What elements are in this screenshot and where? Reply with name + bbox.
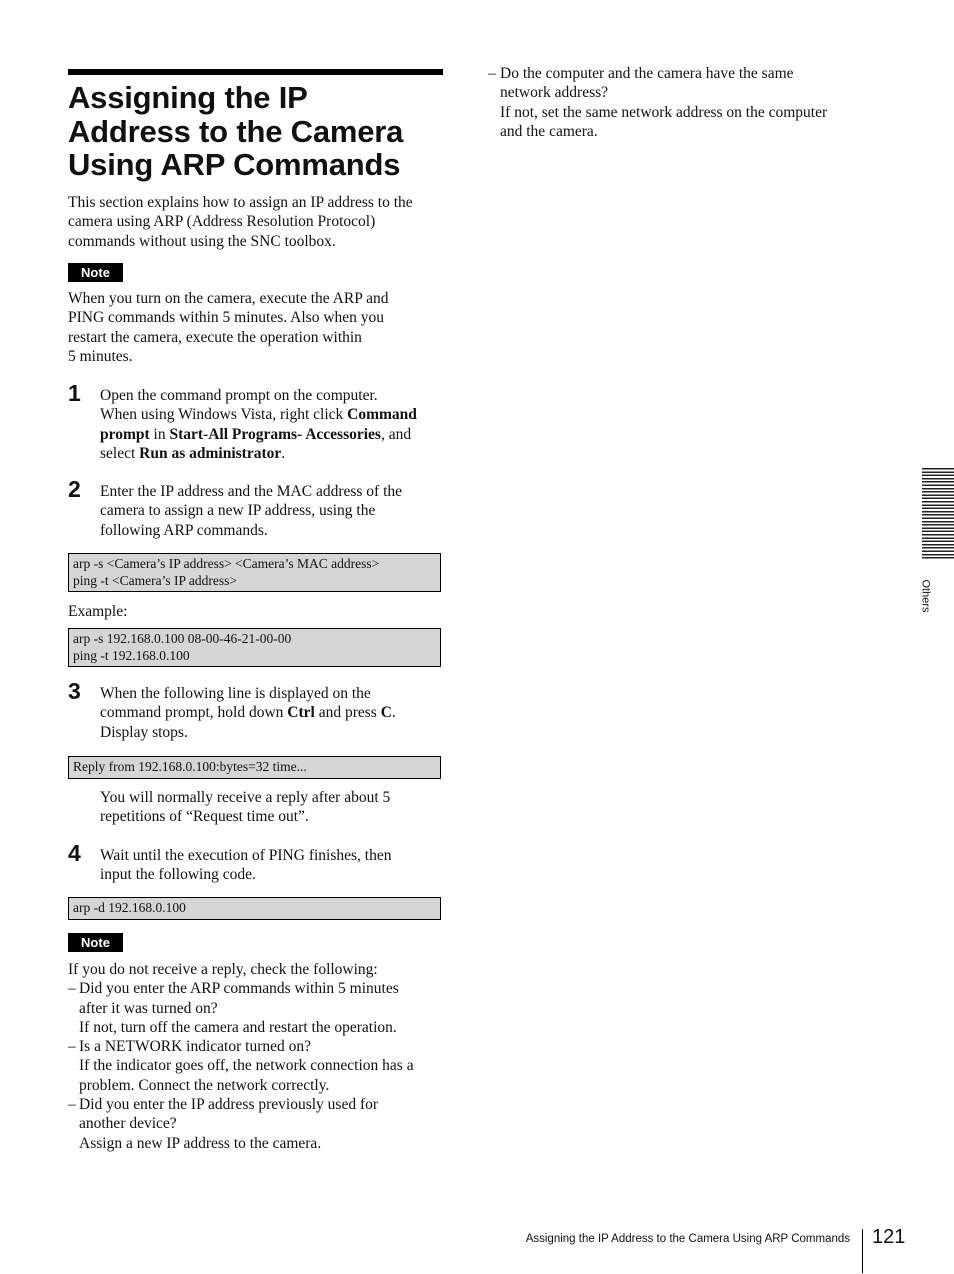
- code-block: [68, 553, 441, 592]
- code-block: [68, 756, 441, 779]
- dash-bullet: –: [68, 1038, 76, 1056]
- bold-text: Command: [347, 406, 417, 424]
- item-line: and the camera.: [500, 122, 598, 140]
- text: command prompt, hold down: [100, 704, 288, 722]
- item-line: network address?: [500, 84, 609, 102]
- code-line: ping -t 192.168.0.100: [73, 647, 190, 663]
- step-number: 3: [68, 678, 81, 704]
- item-line: If not, set the same network address on the computer: [500, 103, 828, 121]
- note-line: 5 minutes.: [68, 347, 133, 365]
- bold-text: Run as administrator: [139, 444, 282, 462]
- step-line: When the following line is displayed on the: [100, 685, 371, 702]
- title-line: Assigning the IP: [68, 80, 308, 115]
- item-line: Do the computer and the camera have the same: [500, 65, 794, 82]
- running-footer-title: Assigning the IP Address to the Camera Using ARP Commands: [525, 1233, 850, 1245]
- reply-paragraph: [100, 788, 390, 827]
- step-line: camera to assign a new IP address, using the: [100, 502, 376, 520]
- code-block: [68, 897, 441, 920]
- note-line: restart the camera, execute the operation within: [68, 328, 362, 346]
- step-3-text: [100, 684, 396, 742]
- item-line: Did you enter the IP address previously used for: [79, 1096, 379, 1114]
- text-line: You will normally receive a reply after about 5: [100, 789, 391, 806]
- step-line: Open the command prompt on the computer.: [100, 387, 378, 404]
- intro-line: camera using ARP (Address Resolution Protocol): [68, 213, 376, 231]
- page-title: [68, 81, 458, 182]
- step-4-text: [100, 846, 391, 885]
- text: When using Windows Vista, right click: [100, 406, 348, 424]
- item-line: after it was turned on?: [79, 999, 218, 1017]
- list-item: [68, 1095, 448, 1153]
- step-2-text: [100, 482, 402, 540]
- code-line: arp -d 192.168.0.100: [73, 900, 186, 915]
- step-1-text: [100, 386, 417, 463]
- text: in: [149, 425, 170, 443]
- right-column-list: [488, 64, 868, 141]
- item-line: another device?: [79, 1115, 177, 1133]
- note-badge: Note: [68, 933, 123, 952]
- bold-text: Ctrl: [287, 704, 315, 722]
- section-tab-bars: [922, 468, 954, 560]
- step-number: 1: [68, 380, 81, 406]
- item-line: Assign a new IP address to the camera.: [79, 1134, 322, 1152]
- troubleshoot-list: [68, 960, 448, 1153]
- list-item: [68, 1037, 448, 1095]
- text: and press: [314, 704, 381, 722]
- note-badge: Note: [68, 263, 123, 282]
- note-paragraph: [68, 289, 389, 366]
- intro-line: This section explains how to assign an IP address to the: [68, 194, 413, 211]
- step-line: Enter the IP address and the MAC address of the: [100, 483, 403, 500]
- dash-bullet: –: [68, 1096, 76, 1114]
- bold-text: C: [380, 704, 392, 722]
- example-label: Example:: [68, 603, 128, 620]
- note-line: PING commands within 5 minutes. Also when you: [68, 309, 385, 327]
- dash-bullet: –: [488, 65, 496, 82]
- bold-text: prompt: [100, 425, 150, 443]
- dash-bullet: –: [68, 980, 76, 998]
- note-line: When you turn on the camera, execute the ARP and: [68, 290, 389, 307]
- text: .: [281, 444, 286, 462]
- step-number: 4: [68, 840, 81, 866]
- step-line: [100, 425, 417, 444]
- code-line: ping -t <Camera’s IP address>: [73, 572, 237, 588]
- step-number: 2: [68, 476, 81, 502]
- item-line: If not, turn off the camera and restart the operation.: [79, 1018, 397, 1036]
- list-intro: If you do not receive a reply, check the following:: [68, 961, 378, 978]
- code-line: arp -s 192.168.0.100 08-00-46-21-00-00: [73, 631, 292, 646]
- title-rule: [68, 69, 443, 75]
- page-number: 121: [872, 1226, 906, 1248]
- item-line: Is a NETWORK indicator turned on?: [79, 1038, 312, 1056]
- step-line: Wait until the execution of PING finishes, then: [100, 847, 392, 864]
- text: .: [391, 704, 396, 722]
- list-item: [68, 979, 448, 1037]
- footer-divider: [862, 1229, 863, 1273]
- list-item: [488, 64, 868, 141]
- bold-text: Start-All Programs- Accessories: [169, 425, 381, 443]
- item-line: If the indicator goes off, the network connection has a: [79, 1057, 414, 1075]
- code-block: [68, 628, 441, 667]
- step-line: Display stops.: [100, 723, 188, 741]
- step-line: [100, 444, 417, 463]
- section-tab-label: Others: [919, 579, 932, 613]
- intro-line: commands without using the SNC toolbox.: [68, 232, 336, 250]
- item-line: Did you enter the ARP commands within 5 minutes: [79, 980, 399, 998]
- step-line: [100, 405, 417, 424]
- code-line: arp -s <Camera’s IP address> <Camera’s MAC address>: [73, 556, 380, 571]
- code-line: Reply from 192.168.0.100:bytes=32 time...: [73, 759, 307, 774]
- text: , and: [380, 425, 412, 443]
- step-line: following ARP commands.: [100, 521, 268, 539]
- text: select: [100, 444, 140, 462]
- step-line: [100, 703, 396, 722]
- step-line: input the following code.: [100, 866, 256, 884]
- intro-paragraph: [68, 193, 413, 251]
- text-line: repetitions of “Request time out”.: [100, 808, 309, 826]
- title-line: Using ARP Commands: [68, 147, 401, 182]
- item-line: problem. Connect the network correctly.: [79, 1076, 330, 1094]
- title-line: Address to the Camera: [68, 113, 404, 149]
